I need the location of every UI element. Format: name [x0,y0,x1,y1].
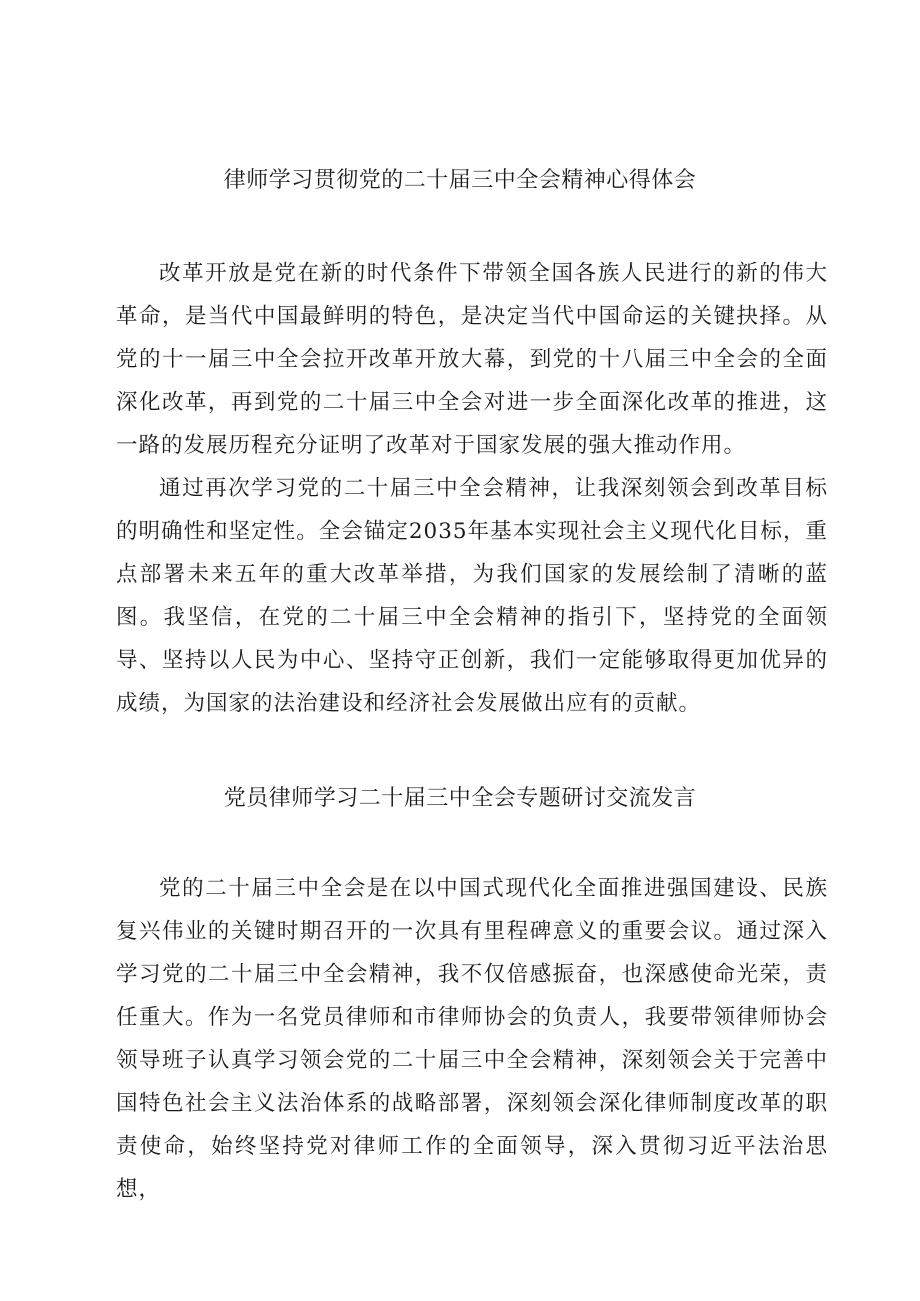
section-2-title: 党员律师学习二十届三中全会专题研讨交流发言 [223,786,697,811]
section-1-paragraph-2: 通过再次学习党的二十届三中全会精神，让我深刻领会到改革目标的明确性和坚定性。全会锚定2035年基本实现社会主义现代化目标，重点部署未来五年的重大改革举措，为我们国家的发展绘制了清晰的蓝图。我坚信，在党的二十届三中全会精神的指引下，坚持党的全面领导、坚持以人民为中心、坚持守正创新，我们一定能够取得更加优异的成绩，为国家的法治建设和经济社会发展做出应有的贡献。 [116,476,828,716]
section-2-body [116,867,828,1211]
section-1-title: 律师学习贯彻党的二十届三中全会精神心得体会 [223,168,697,193]
section-1-body [116,252,828,725]
section-1-paragraph-1: 改革开放是党在新的时代条件下带领全国各族人民进行的新的伟大革命，是当代中国最鲜明的特色，是决定当代中国命运的关键抉择。从党的十一届三中全会拉开改革开放大幕，到党的十八届三中全会的全面深化改革，再到党的二十届三中全会对进一步全面深化改革的推进，这一路的发展历程充分证明了改革对于国家发展的强大推动作用。 [116,261,828,458]
section-2-paragraph-1: 党的二十届三中全会是在以中国式现代化全面推进强国建设、民族复兴伟业的关键时期召开的一次具有里程碑意义的重要会议。通过深入学习党的二十届三中全会精神，我不仅倍感振奋，也深感使命光荣，责任重大。作为一名党员律师和市律师协会的负责人，我要带领律师协会领导班子认真学习领会党的二十届三中全会精神，深刻领会关于完善中国特色社会主义法治体系的战略部署，深刻领会深化律师制度改革的职责使命，始终坚持党对律师工作的全面领导，深入贯彻习近平法治思想， [116,876,828,1202]
